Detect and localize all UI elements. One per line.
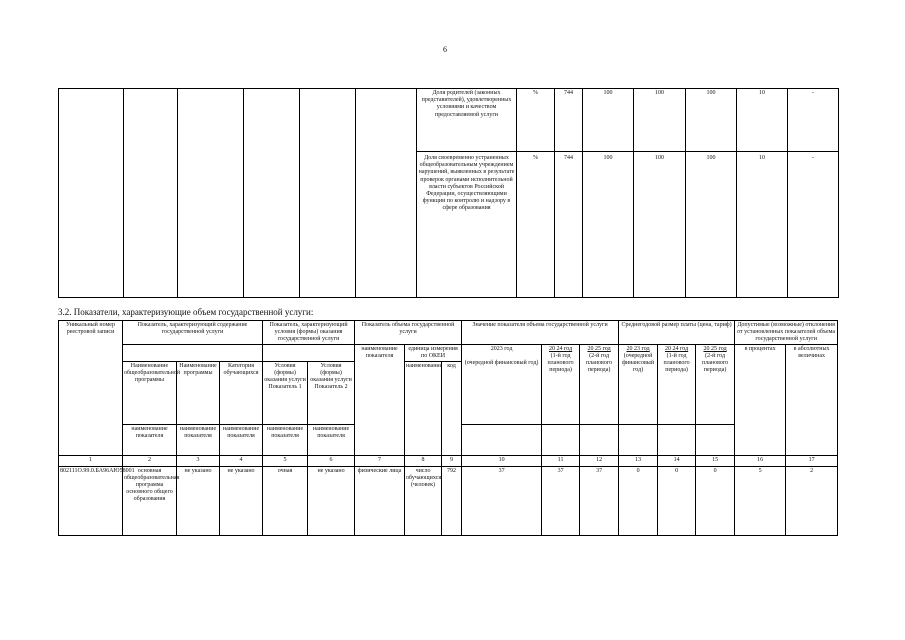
header-okei: единица измерения по ОКЕИ <box>405 345 462 362</box>
year-label: 20 23 год <box>626 346 650 352</box>
column-divider <box>355 89 356 297</box>
period-label: (очередной финансовый год) <box>464 360 539 366</box>
deviation-percent: 10 <box>759 155 765 161</box>
header-conditions: Показатель, характеризующий условия (формы) оказания государственной услуги <box>263 321 355 345</box>
section-title: 3.2. Показатели, характеризующие объем государственной услуги: <box>58 307 314 317</box>
period-label: (2-й год планового периода) <box>702 353 729 373</box>
page-number: 6 <box>443 45 447 54</box>
header-volume-value: Значение показателя объема государственной услуги <box>462 321 619 345</box>
period-label: (очередной финансовый год) <box>622 353 655 373</box>
quality-indicators-table <box>58 88 839 298</box>
column-number: 12 <box>580 456 619 467</box>
sub-indicator-name: наименование показателя <box>177 425 220 456</box>
sub-indicator-name: наименование показателя <box>220 425 263 456</box>
column-divider <box>554 89 555 297</box>
unit-name: число обучающихся (человек) <box>405 467 442 536</box>
header-content: Показатель, характеризующий содержание государственной услуги <box>123 321 263 345</box>
category-value: не указано <box>220 467 263 536</box>
header-in-absolute: в абсолютных величинах <box>786 345 838 456</box>
indicator-name: физические лица <box>355 467 405 536</box>
column-number: 14 <box>658 456 696 467</box>
column-number: 1 <box>59 456 123 467</box>
header-fee-2024 <box>658 345 696 425</box>
column-divider <box>633 89 634 297</box>
header-year-2024 <box>542 345 580 425</box>
sub-indicator-name: наименование показателя <box>123 425 177 456</box>
empty-cell <box>658 425 696 456</box>
column-divider <box>516 89 517 297</box>
column-number: 13 <box>619 456 658 467</box>
header-year-2025 <box>580 345 619 425</box>
fee-2024: 0 <box>658 467 696 536</box>
column-number: 8 <box>405 456 442 467</box>
column-number: 11 <box>542 456 580 467</box>
unit-code: 792 <box>442 467 462 536</box>
value-2025: 37 <box>580 467 619 536</box>
empty-cell <box>462 425 542 456</box>
year-label: 20 24 год <box>548 346 573 352</box>
spacer <box>123 345 263 362</box>
column-number: 17 <box>786 456 838 467</box>
header-condition-1: Условия (формы) оказания услуги Показатель 1 <box>263 362 308 425</box>
header-condition-2: Условия (формы) оказания услуги Показатель 2 <box>308 362 355 425</box>
column-number: 2 <box>123 456 177 467</box>
empty-cell <box>696 425 735 456</box>
column-divider <box>685 89 686 297</box>
year-label: 20 24 год <box>664 346 689 352</box>
volume-indicators-table <box>58 320 838 536</box>
indicator-value-2023: 100 <box>603 90 613 96</box>
fee-2025: 0 <box>696 467 735 536</box>
condition-2-value: не указано <box>308 467 355 536</box>
value-2024: 37 <box>542 467 580 536</box>
empty-cell <box>542 425 580 456</box>
header-indicator-name: наименование показателя <box>355 345 405 456</box>
period-label: (2-й год планового периода) <box>585 353 613 373</box>
column-number: 9 <box>442 456 462 467</box>
column-divider <box>123 89 124 297</box>
indicator-unit: % <box>533 155 538 161</box>
indicator-unit: % <box>533 90 538 96</box>
sub-indicator-name: наименование показателя <box>263 425 308 456</box>
year-label: 20 25 год <box>587 346 611 352</box>
column-divider <box>243 89 244 297</box>
column-divider <box>787 89 788 297</box>
header-in-percent: в процентах <box>735 345 786 456</box>
column-number: 16 <box>735 456 786 467</box>
deviation-absolute: 2 <box>786 467 838 536</box>
deviation-percent: 5 <box>735 467 786 536</box>
indicator-value-2025: 100 <box>706 90 716 96</box>
indicator-name: Доля своевременно устраненных общеобразовательным учреждением нарушений, выявленных в результате проверок органами исполнительной власти субъектов Российской Федерации, осуществляющими функции по контролю и надзору в сфере образования <box>418 155 515 212</box>
empty-cell <box>619 425 658 456</box>
header-fee-2025 <box>696 345 735 425</box>
header-deviation: Допустимые (возможные) отклонения от установленных показателей объема государственной услуги <box>735 321 838 345</box>
year-label: 2023 год <box>490 346 513 352</box>
row-divider <box>416 151 838 152</box>
header-okei-code: код <box>442 362 462 456</box>
header-reg-number: Уникальный номер реестровой записи <box>59 321 123 456</box>
column-numbers-row <box>59 456 838 467</box>
indicator-value-2024: 100 <box>655 155 664 161</box>
deviation-absolute: - <box>812 155 814 161</box>
column-number: 15 <box>696 456 735 467</box>
value-2023: 37 <box>462 467 542 536</box>
header-okei-name: наименование <box>405 362 442 456</box>
header-fee-2023 <box>619 345 658 425</box>
header-year-2023 <box>462 345 542 425</box>
column-divider <box>299 89 300 297</box>
year-label: 20 25 год <box>703 346 727 352</box>
header-program: Наименование программы <box>177 362 220 425</box>
column-divider <box>177 89 178 297</box>
fee-2023: 0 <box>619 467 658 536</box>
indicator-value-2024: 100 <box>655 90 664 96</box>
header-program-name: Наименование общеобразовательной программы <box>123 362 177 425</box>
column-number: 5 <box>263 456 308 467</box>
period-label: (1-й год планового периода) <box>663 353 690 373</box>
header-category: Категория обучающихся <box>220 362 263 425</box>
column-number: 10 <box>462 456 542 467</box>
reg-number: 802111О.99.0.БА96АЮ58001 <box>59 467 123 536</box>
deviation-percent: 10 <box>759 90 765 96</box>
column-number: 4 <box>220 456 263 467</box>
header-fee: Среднегодовой размер платы (цена, тариф) <box>619 321 735 345</box>
program-value: не указано <box>177 467 220 536</box>
sub-indicator-name: наименование показателя <box>308 425 355 456</box>
column-number: 7 <box>355 456 405 467</box>
table-row <box>59 467 838 536</box>
column-divider <box>736 89 737 297</box>
column-number: 3 <box>177 456 220 467</box>
indicator-name: Доля родителей (законных представителей), удовлетворенных условиями и качеством предоставляемой услуги <box>421 90 512 118</box>
spacer <box>263 345 355 362</box>
indicator-value-2023: 100 <box>603 155 613 161</box>
deviation-absolute: - <box>812 90 814 96</box>
indicator-value-2025: 100 <box>706 155 716 161</box>
program-name: основная общеобразовательная программа основного общего образования <box>123 467 177 536</box>
empty-cell <box>580 425 619 456</box>
indicator-code: 744 <box>564 90 573 96</box>
period-label: (1-й год планового периода) <box>547 353 574 373</box>
condition-1-value: очная <box>263 467 308 536</box>
column-divider <box>582 89 583 297</box>
indicator-code: 744 <box>564 155 573 161</box>
header-volume: Показатель объема государственной услуги <box>355 321 462 345</box>
column-number: 6 <box>308 456 355 467</box>
